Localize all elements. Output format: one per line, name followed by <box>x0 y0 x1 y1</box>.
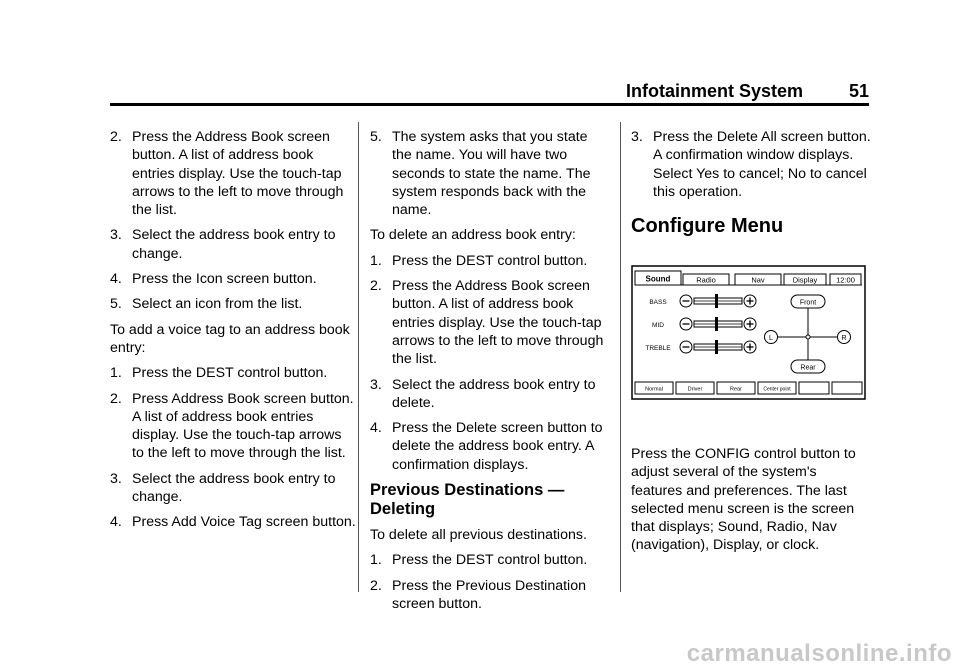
list-item: 2. Press the Address Book screen button. A list of address book entries display. Use the touch-tap arrows to the left to move through the list. <box>370 278 604 368</box>
list-item: 1. Press the DEST control button. <box>370 252 588 269</box>
page-header <box>110 80 869 102</box>
preset-normal-button[interactable] <box>635 382 673 394</box>
plus-icon[interactable] <box>744 341 756 353</box>
svg-text:Rear: Rear <box>800 364 816 372</box>
plus-icon[interactable] <box>744 295 756 307</box>
list-item: 2. Press the Previous Destination screen button. <box>370 577 586 612</box>
svg-text:Driver: Driver <box>687 386 703 393</box>
configure-menu-screen-illustration <box>631 265 866 400</box>
list-item: 3. Press the Delete All screen button. A confirmation window displays. Select Yes to cancel; No to cancel this operation. <box>631 129 871 200</box>
column-2 <box>370 128 610 620</box>
bass-slider-handle[interactable] <box>715 294 718 308</box>
intro-paragraph: To add a voice tag to an address book entry: <box>110 321 350 356</box>
svg-text:Sound: Sound <box>645 274 671 284</box>
list-item: 1. Press the DEST control button. <box>370 552 588 569</box>
list-item: 3. Select the address book entry to delete. <box>370 376 596 411</box>
list-item: 4. Press the Delete screen button to delete the address book entry. A confirmation displays. <box>370 420 603 473</box>
watermark: carmanualsonline.info <box>686 640 952 667</box>
svg-text:R: R <box>841 335 847 342</box>
rear-button[interactable] <box>791 360 825 373</box>
list-item: 4. Press the Icon screen button. <box>110 271 317 288</box>
tab-radio[interactable] <box>683 274 729 285</box>
list-item: 3. Select the address book entry to change. <box>110 227 336 262</box>
intro-paragraph: To delete an address book entry: <box>370 227 576 244</box>
column-divider-2 <box>620 122 621 592</box>
clock-display[interactable] <box>830 274 861 285</box>
minus-icon[interactable] <box>680 318 692 330</box>
list-item: 2. Press Address Book screen button. A list of address book entries display. Use the touch-tap arrows to the left to move through the list. <box>110 390 354 462</box>
left-button[interactable] <box>765 331 778 344</box>
svg-text:Display: Display <box>792 275 818 285</box>
column-1 <box>110 128 356 539</box>
minus-icon[interactable] <box>680 295 692 307</box>
svg-text:TREBLE: TREBLE <box>645 345 671 352</box>
svg-text:Rear: Rear <box>730 386 742 393</box>
tab-sound[interactable] <box>635 271 681 285</box>
balance-position-marker[interactable] <box>806 335 810 339</box>
svg-text:Front: Front <box>799 299 817 307</box>
header-rule <box>110 103 869 106</box>
right-button[interactable] <box>838 331 851 344</box>
preset-driver-button[interactable] <box>676 382 714 394</box>
mid-slider-handle[interactable] <box>715 317 718 331</box>
subheading-previous-destinations: Previous Destinations — Deleting <box>370 481 565 519</box>
page-number: 51 <box>848 81 869 101</box>
section-title: Infotainment System <box>625 81 803 101</box>
list-item: 5. Select an icon from the list. <box>110 296 303 313</box>
list-item: 4. Press Add Voice Tag screen button. <box>110 514 356 531</box>
column-3 <box>631 128 871 238</box>
svg-text:Nav: Nav <box>751 275 765 285</box>
tab-nav[interactable] <box>735 274 781 285</box>
tab-display[interactable] <box>784 274 826 285</box>
svg-text:Normal: Normal <box>645 386 663 393</box>
list-item: 5. The system asks that you state the name. You will have two seconds to state the name. The system responds back with the name. <box>370 129 591 219</box>
preset-rear-button[interactable] <box>717 382 755 394</box>
heading-configure-menu: Configure Menu <box>631 215 784 238</box>
svg-text:Radio: Radio <box>696 275 716 285</box>
column-divider-1 <box>358 122 359 592</box>
list-item: 3. Select the address book entry to change. <box>110 470 336 506</box>
preset-center-point-button[interactable] <box>758 382 796 394</box>
svg-text:Center point: Center point <box>763 386 791 393</box>
plus-icon[interactable] <box>744 318 756 330</box>
treble-slider-handle[interactable] <box>715 340 718 354</box>
intro-paragraph: To delete all previous destinations. <box>370 527 587 544</box>
minus-icon[interactable] <box>680 341 692 353</box>
svg-text:BASS: BASS <box>649 299 667 306</box>
config-paragraph: Press the CONFIG control button to adjust several of the system's features and preferences. The last selected menu screen is the screen that displays; Sound, Radio, Nav (navigation), Display, or clock. <box>631 446 856 554</box>
svg-text:12:00: 12:00 <box>836 275 855 285</box>
front-button[interactable] <box>791 295 825 308</box>
list-item: 1. Press the DEST control button. <box>110 365 328 382</box>
list-item: 2. Press the Address Book screen button. A list of address book entries display. Use the touch-tap arrows to the left to move through the list. <box>110 129 344 219</box>
svg-text:L: L <box>769 335 773 342</box>
svg-text:MID: MID <box>652 322 664 329</box>
